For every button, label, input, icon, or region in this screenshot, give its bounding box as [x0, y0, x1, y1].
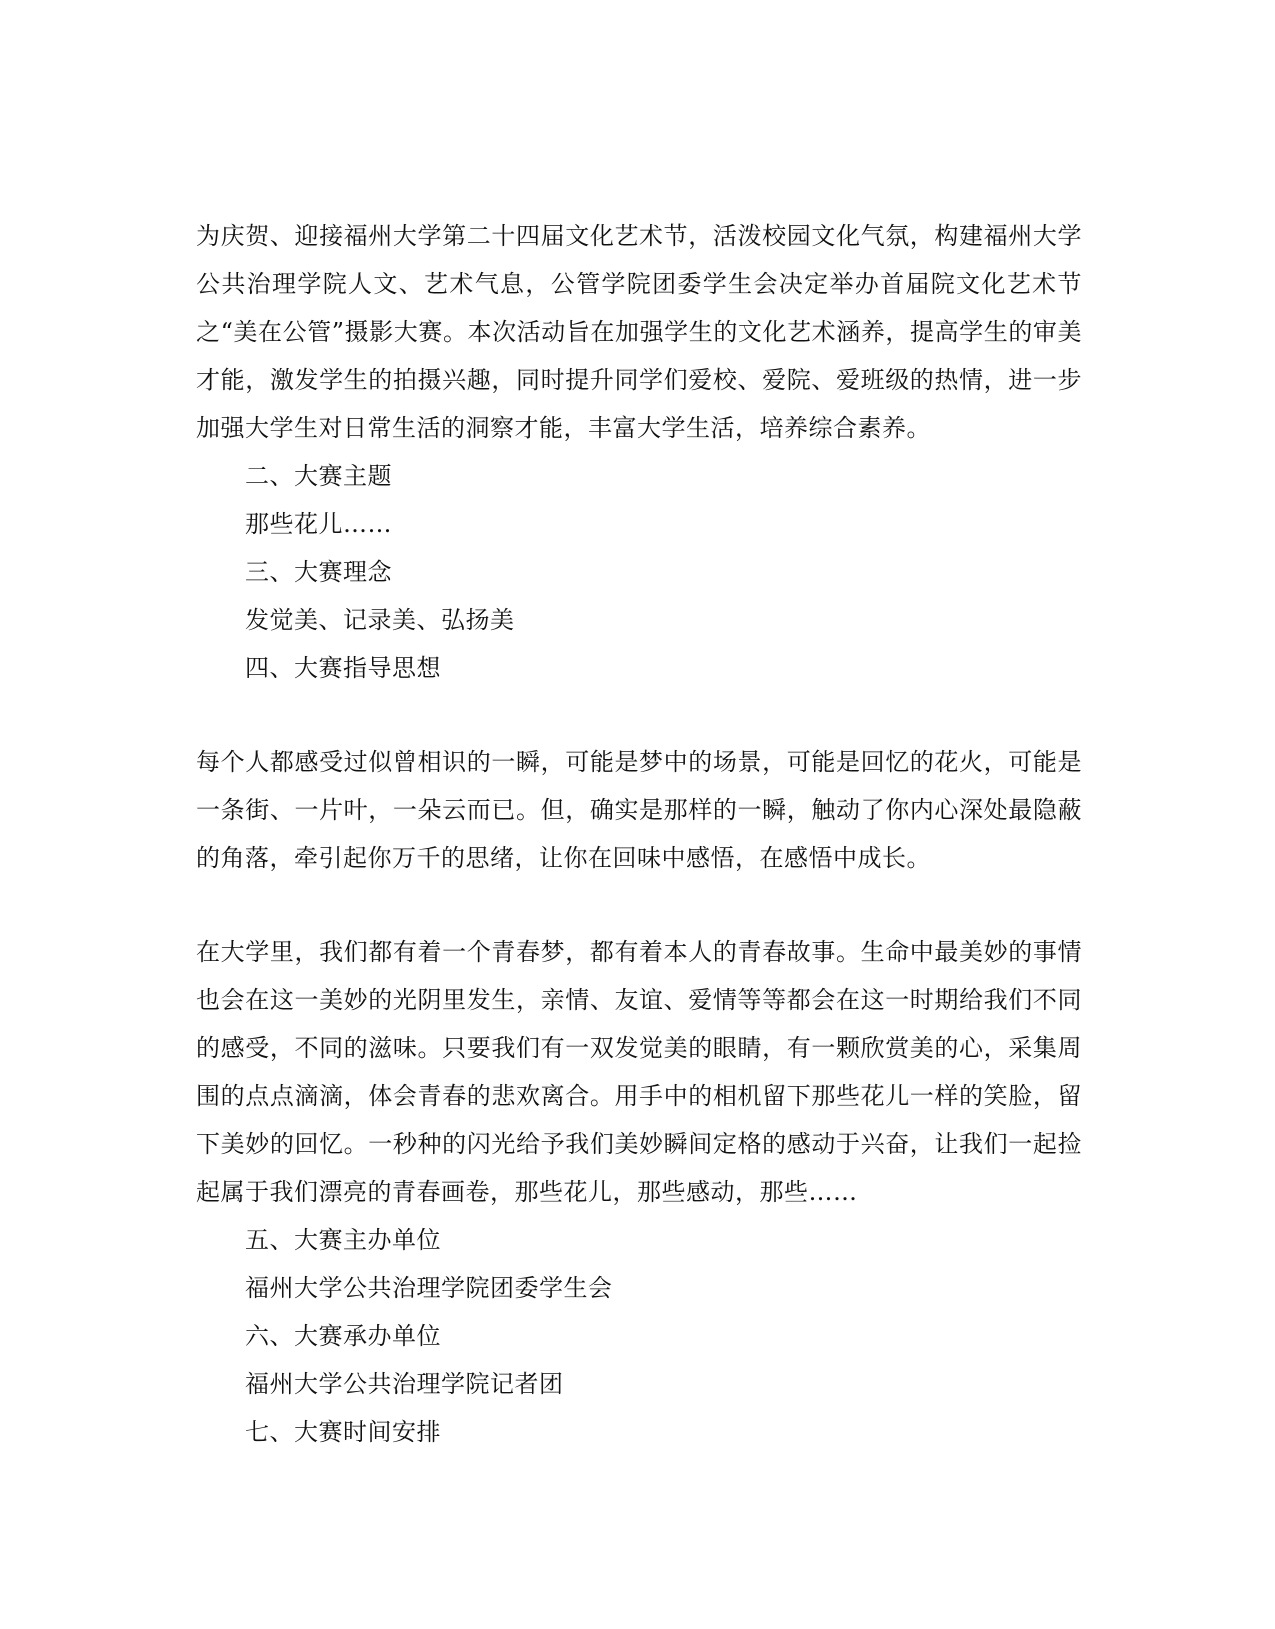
- section-heading-guiding-idea: 四、大赛指导思想: [245, 654, 441, 682]
- concept-content: 发觉美、记录美、弘扬美: [245, 606, 515, 634]
- section-heading-organizer: 五、大赛主办单位: [245, 1226, 441, 1254]
- section-heading-schedule: 七、大赛时间安排: [245, 1418, 441, 1446]
- section-heading-theme: 二、大赛主题: [245, 462, 392, 490]
- paragraph-spacer: [196, 882, 1082, 928]
- guiding-paragraph-1: 每个人都感受过似曾相识的一瞬，可能是梦中的场景，可能是回忆的花火，可能是一条街、一片叶，一朵云而已。但，确实是那样的一瞬，触动了你内心深处最隐蔽的角落，牵引起你万千的思绪，让你在回味中感悟，在感悟中成长。: [196, 748, 1082, 872]
- organizer-content: 福州大学公共治理学院团委学生会: [245, 1274, 613, 1302]
- intro-paragraph: 为庆贺、迎接福州大学第二十四届文化艺术节，活泼校园文化气氛，构建福州大学公共治理学院人文、艺术气息，公管学院团委学生会决定举办首届院文化艺术节之“美在公管”摄影大赛。本次活动旨在加强学生的文化艺术涵养，提高学生的审美才能，激发学生的拍摄兴趣，同时提升同学们爱校、爱院、爱班级的热情，进一步加强大学生对日常生活的洞察才能，丰富大学生活，培养综合素养。: [196, 222, 1082, 442]
- host-content: 福州大学公共治理学院记者团: [245, 1370, 564, 1398]
- paragraph-spacer: [196, 692, 1082, 738]
- theme-content: 那些花儿……: [245, 510, 392, 538]
- section-heading-host: 六、大赛承办单位: [245, 1322, 441, 1350]
- document-body: [196, 212, 1082, 1456]
- section-heading-concept: 三、大赛理念: [245, 558, 392, 586]
- guiding-paragraph-2: 在大学里，我们都有着一个青春梦，都有着本人的青春故事。生命中最美妙的事情也会在这一美妙的光阴里发生，亲情、友谊、爱情等等都会在这一时期给我们不同的感受，不同的滋味。只要我们有一双发觉美的眼睛，有一颗欣赏美的心，采集周围的点点滴滴，体会青春的悲欢离合。用手中的相机留下那些花儿一样的笑脸，留下美妙的回忆。一秒种的闪光给予我们美妙瞬间定格的感动于兴奋，让我们一起捡起属于我们漂亮的青春画卷，那些花儿，那些感动，那些……: [196, 938, 1082, 1206]
